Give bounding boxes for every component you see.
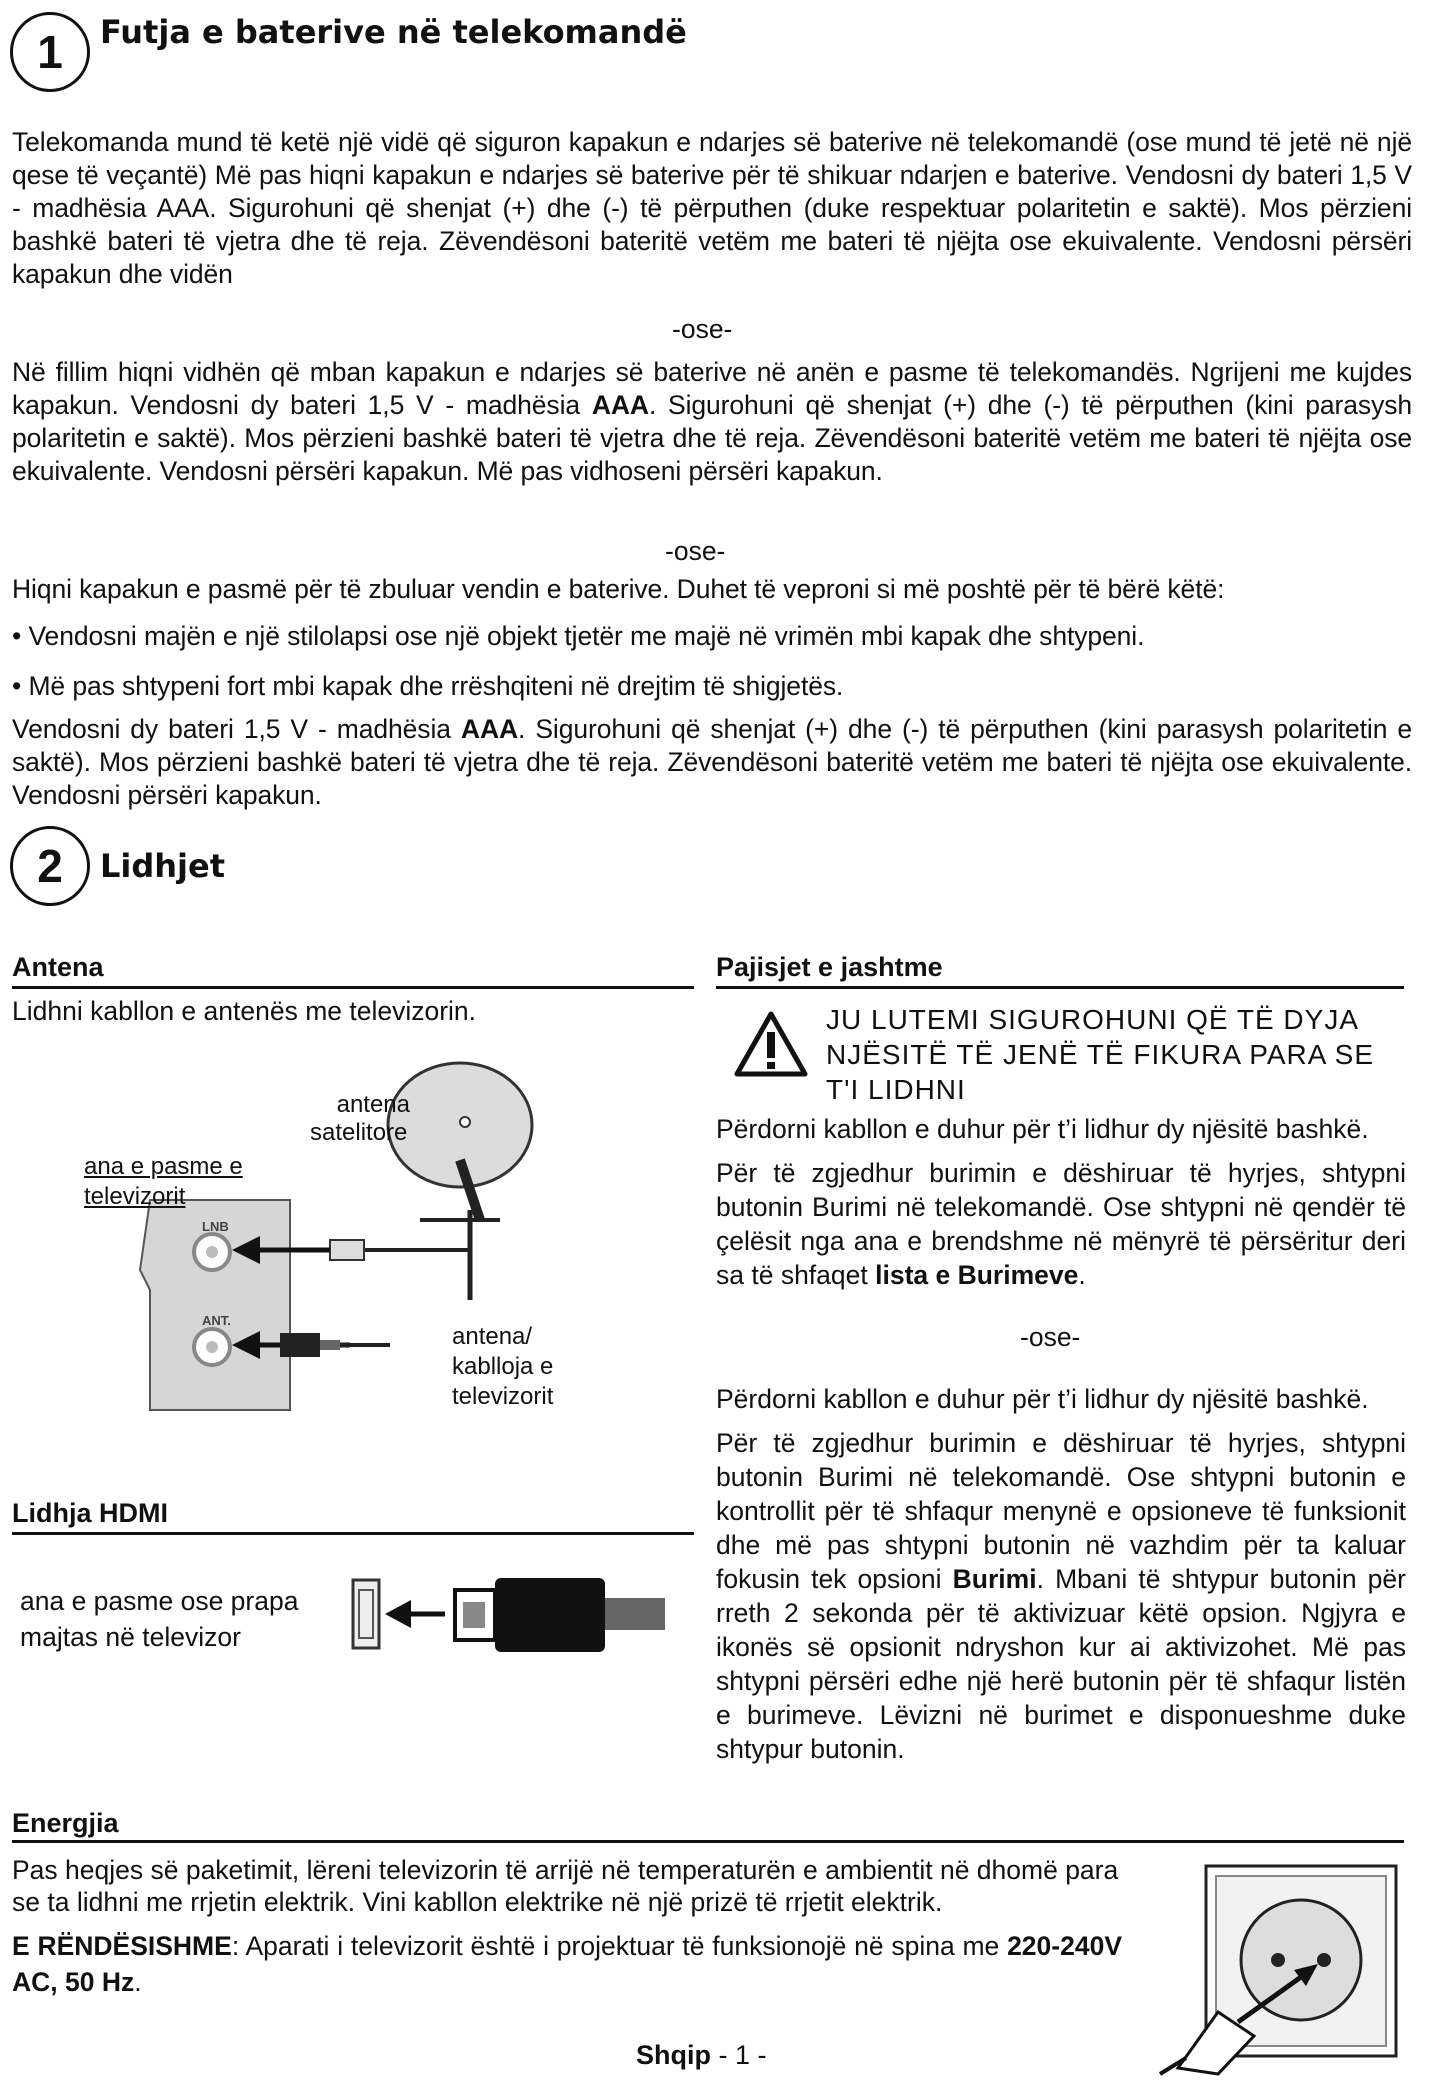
warning-text: JU LUTEMI SIGUROHUNI QË TË DYJA NJËSITË TË JENË TË FIKURA PARA SE T'I LIDHNI [826, 1004, 1375, 1105]
step-number-2: 2 [10, 826, 90, 906]
lnb-connector-core [206, 1246, 218, 1258]
power-paragraph-1: Pas heqjes së paketimit, lëreni televizorin të arrijë në temperaturën e ambientit në dhomë para se ta lidhni me rrjetin elektrik. Vini kabllon elektrike në një prizë të rrjetit elektrik. [12, 1855, 1119, 1917]
hdmi-plug-contacts [463, 1602, 485, 1628]
antenna-heading: Antena [12, 952, 104, 982]
antenna-plug-icon [280, 1333, 320, 1357]
battery-bullet-2: • Më pas shtypeni fort mbi kapak dhe rrëshqiteni në drejtim të shigjetës. [12, 671, 844, 701]
satellite-plug-icon [330, 1240, 364, 1260]
hdmi-arrow-icon [385, 1600, 411, 1628]
satellite-cable [360, 1220, 470, 1250]
label-satellite-1: antena [336, 1091, 410, 1118]
step-number-1: 1 [10, 12, 90, 92]
antenna-plug-tip [320, 1340, 340, 1350]
label-cable-3: televizorit [452, 1383, 554, 1410]
battery-bullet-1: • Vendosni majën e një stilolapsi ose një objekt tjetër me majë në vrimën mbi kapak dhe shtypeni. [12, 621, 1145, 651]
or-separator-2: -ose- [665, 536, 726, 566]
hdmi-text-2: majtas në televizor [20, 1622, 241, 1652]
power-paragraph-2: E RËNDËSISHME: Aparati i televizorit është i projektuar të funksionojë në spina me 220-240V AC, 50 Hz. [12, 1931, 1122, 1997]
label-tv-back-2: televizorit [84, 1183, 186, 1210]
power-heading: Energjia [12, 1808, 119, 1838]
label-cable-2: kablloja e [452, 1353, 554, 1380]
footer-page-number: - 1 - [711, 2040, 767, 2070]
warning-mark [767, 1032, 775, 1058]
antenna-text: Lidhni kabllon e antenës me televizorin. [12, 996, 477, 1026]
external-rule [716, 986, 1404, 989]
hdmi-cable [605, 1598, 665, 1630]
warning-icon [734, 1010, 808, 1078]
socket-hole-left [1271, 1953, 1285, 1967]
or-separator-1: -ose- [672, 314, 733, 344]
hdmi-diagram [345, 1568, 675, 1678]
external-paragraph-4: Për të zgjedhur burimin e dëshiruar të hyrjes, shtypni butonin Burimi në telekomandë. Ose shtypni butonin e kontrollit për të shfaqur menynë e opsioneve të funksionit dhe më pas shtypni butonin në vazhdim për ta kaluar fokusin tek opsioni Burimi. Mbani të shtypur butonin për rreth 2 sekonda për të aktivizuar këtë opsion. Ngjyra e ikonës së opsionit ndryshon kur ai aktivizohet. Më pas shtypni përsëri edhe një herë butonin për të shfaqur listën e burimeve. Lëvizni në burimet e disponueshme duke shtypur butonin. [716, 1428, 1406, 1764]
external-paragraph-1: Përdorni kabllon e duhur për t’i lidhur dy njësitë bashkë. [716, 1114, 1369, 1144]
socket-hole-right [1317, 1953, 1331, 1967]
battery-paragraph-1: Telekomanda mund të ketë një vidë që siguron kapakun e ndarjes së baterive në telekomandë (ose mund të jetë në një qese të veçantë) Më pas hiqni kapakun e ndarjes së baterive për të shikuar ndarjen e baterive. Vendosni dy bateri 1,5 V - madhësia AAA. Sigurohuni që shenjat (+) dhe (-) të përputhen (duke respektuar polaritetin e saktë). Mos përzieni bashkë bateri të vjetra dhe të reja. Zëvendësoni bateritë vetëm me bateri të njëjta ose ekuivalente. Vendosni përsëri kapakun dhe vidën [12, 127, 1412, 289]
hdmi-text-1: ana e pasme ose prapa [20, 1586, 299, 1616]
battery-paragraph-2: Në fillim hiqni vidhën që mban kapakun e ndarjes së baterive në anën e pasme të telekomandës. Ngrijeni me kujdes kapakun. Vendosni dy bateri 1,5 V - madhësia AAA. Sigurohuni që shenjat (+) dhe (-) të përputhen (kini parasysh polaritetin e saktë). Mos përzieni bashkë bateri të vjetra dhe të reja. Zëvendësoni bateritë vetëm me bateri të njëjta ose ekuivalente. Vendosni përsëri kapakun. Më pas vidhoseni përsëri kapakun. [12, 357, 1413, 486]
battery-paragraph-3: Hiqni kapakun e pasmë për të zbuluar vendin e baterive. Duhet të veproni si më poshtë për të bërë këtë: [12, 574, 1225, 604]
dish-feed [460, 1117, 470, 1127]
label-cable-1: antena/ [452, 1323, 533, 1350]
footer-language: Shqip [636, 2040, 711, 2070]
page-footer [636, 2040, 767, 2071]
hdmi-heading: Lidhja HDMI [12, 1498, 168, 1528]
label-ant: ANT. [202, 1313, 231, 1328]
external-paragraph-2: Për të zgjedhur burimin e dëshiruar të hyrjes, shtypni butonin Burimi në telekomandë. Ose shtypni në qendër të çelësit nga ana e brendshme në mënyrë të përsëritur deri sa të shfaqet lista e Burimeve. [716, 1158, 1406, 1290]
hdmi-rule [12, 1532, 694, 1535]
label-tv-back-1: ana e pasme e [84, 1153, 243, 1180]
or-separator-3: -ose- [1020, 1322, 1081, 1352]
warning-dot [767, 1062, 775, 1069]
power-socket-icon [1241, 1900, 1361, 2020]
hdmi-plug-icon [495, 1578, 605, 1652]
ant-connector-core [206, 1341, 218, 1353]
section-1-title: Futja e baterive në telekomandë [100, 13, 687, 51]
battery-paragraph-4: Vendosni dy bateri 1,5 V - madhësia AAA. Sigurohuni që shenjat (+) dhe (-) të përputhen (kini parasysh polaritetin e saktë). Mos përzieni bashkë bateri të vjetra dhe të reja. Zëvendësoni bateritë vetëm me bateri të njëjta ose ekuivalente. Vendosni përsëri kapakun. [12, 714, 1413, 810]
power-socket-diagram [1158, 1862, 1404, 2076]
external-paragraph-3: Përdorni kabllon e duhur për t’i lidhur dy njësitë bashkë. [716, 1384, 1369, 1414]
section-2-header [10, 826, 225, 906]
external-heading: Pajisjet e jashtme [716, 952, 943, 982]
section-2-title: Lidhjet [100, 847, 226, 885]
power-rule [12, 1840, 1404, 1843]
label-lnb: LNB [202, 1219, 229, 1234]
antenna-rule [12, 986, 694, 989]
section-1-header [10, 12, 687, 92]
label-satellite-2: satelitore [310, 1119, 408, 1146]
